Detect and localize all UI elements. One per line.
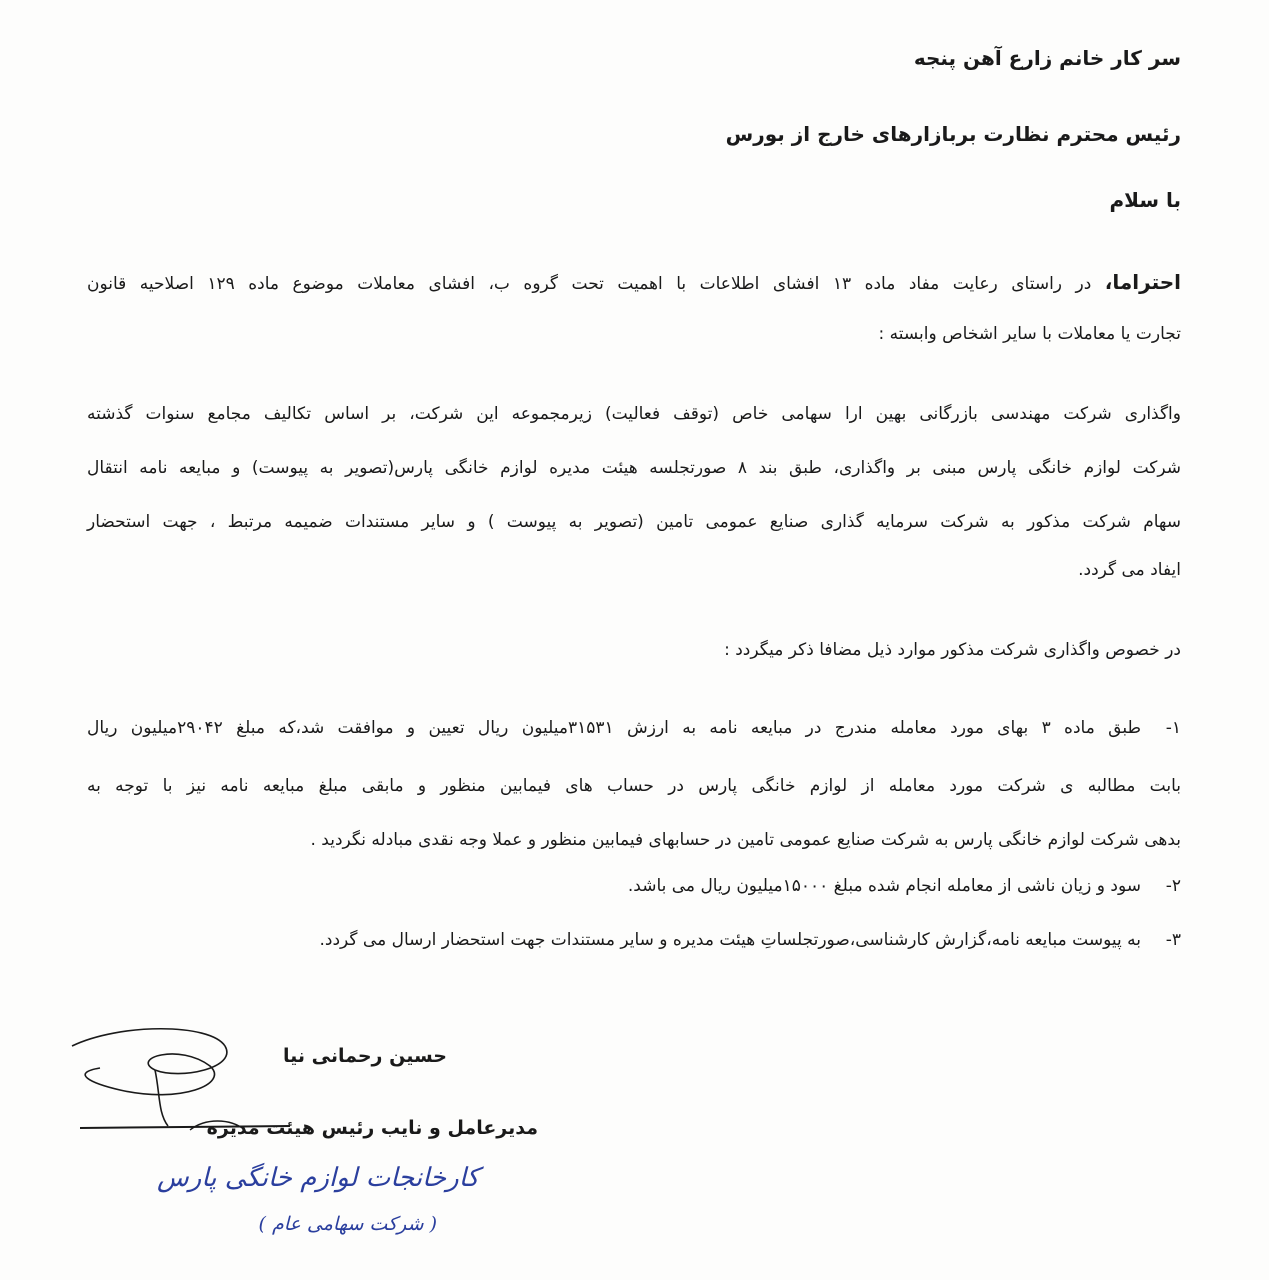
para1-line-3: سهام شرکت مذکور به شرکت سرمایه گذاری صنایع عمومی تامین (تصویر به پیوست ) و سایر مستندات ضمیمه مرتبط ، جهت استحضار bbox=[87, 512, 1181, 532]
stamp-company-type: ( شرکت سهامی عام ) bbox=[258, 1213, 437, 1235]
intro-lead: احتراما، bbox=[1104, 270, 1182, 294]
para1-line-4: ایفاد می گردد. bbox=[1078, 560, 1181, 580]
handwritten-signature bbox=[60, 1018, 300, 1148]
intro-line-1-rest: در راستای رعایت مفاد ماده ۱۳ افشای اطلاعات با اهمیت تحت گروه ب، افشای معاملات موضوع ماده ۱۲۹ اصلاحیه قانون bbox=[87, 274, 1105, 294]
recipient-name: سر کار خانم زارع آهن پنجه bbox=[913, 46, 1181, 70]
stamp-company: کارخانجات لوازم خانگی پارس bbox=[156, 1163, 479, 1193]
item-1-line-3: بدهی شرکت لوازم خانگی پارس به شرکت صنایع عمومی تامین در حسابهای فیمابین منظور و عملا وجه نقدی مبادله نگردید . bbox=[310, 830, 1181, 850]
para1-line-1: واگذاری شرکت مهندسی بازرگانی بهین ارا سهامی خاص (توقف فعالیت) زیرمجموعه این شرکت، بر اساس تکالیف مجامع سنوات گذشته bbox=[87, 404, 1181, 424]
recipient-title: رئیس محترم نظارت بربازارهای خارج از بورس bbox=[725, 122, 1181, 146]
item-3-number: ۳- bbox=[1165, 930, 1181, 950]
signatory-title: مدیرعامل و نایب رئیس هیئت مدیره bbox=[206, 1117, 538, 1139]
intro-line-2: تجارت یا معاملات با سایر اشخاص وابسته : bbox=[878, 324, 1181, 344]
item-2-line-1: سود و زیان ناشی از معامله انجام شده مبلغ ۱۵۰۰۰میلیون ریال می باشد. bbox=[627, 876, 1141, 896]
item-1-number: ۱- bbox=[1165, 718, 1181, 738]
intro-line-1 bbox=[87, 268, 1181, 298]
para2: در خصوص واگذاری شرکت مذکور موارد ذیل مضافا ذکر میگردد : bbox=[724, 640, 1181, 660]
signatory-name: حسین رحمانی نیا bbox=[283, 1045, 447, 1067]
greeting: با سلام bbox=[1109, 188, 1181, 212]
item-2-number: ۲- bbox=[1165, 876, 1181, 896]
item-1-line-1: طبق ماده ۳ بهای مورد معامله مندرج در مبایعه نامه به ارزش ۳۱۵۳۱میلیون ریال تعیین و موافقت شد،که مبلغ ۲۹۰۴۲میلیون ریال bbox=[87, 718, 1141, 738]
item-1-line-2: بابت مطالبه ی شرکت مورد معامله از لوازم خانگی پارس در حساب های فیمابین منظور و مابقی مبلغ مبایعه نامه نیز با توجه به bbox=[87, 776, 1181, 796]
para1-line-2: شرکت لوازم خانگی پارس مبنی بر واگذاری، طبق بند ۸ صورتجلسه هیئت مدیره لوازم خانگی پارس(تصویر به پیوست) و مبایعه نامه انتقال bbox=[87, 458, 1181, 478]
item-3-line-1: به پیوست مبایعه نامه،گزارش کارشناسی،صورتجلساتِ هیئت مدیره و سایر مستندات جهت استحضار ارسال می گردد. bbox=[319, 930, 1141, 950]
